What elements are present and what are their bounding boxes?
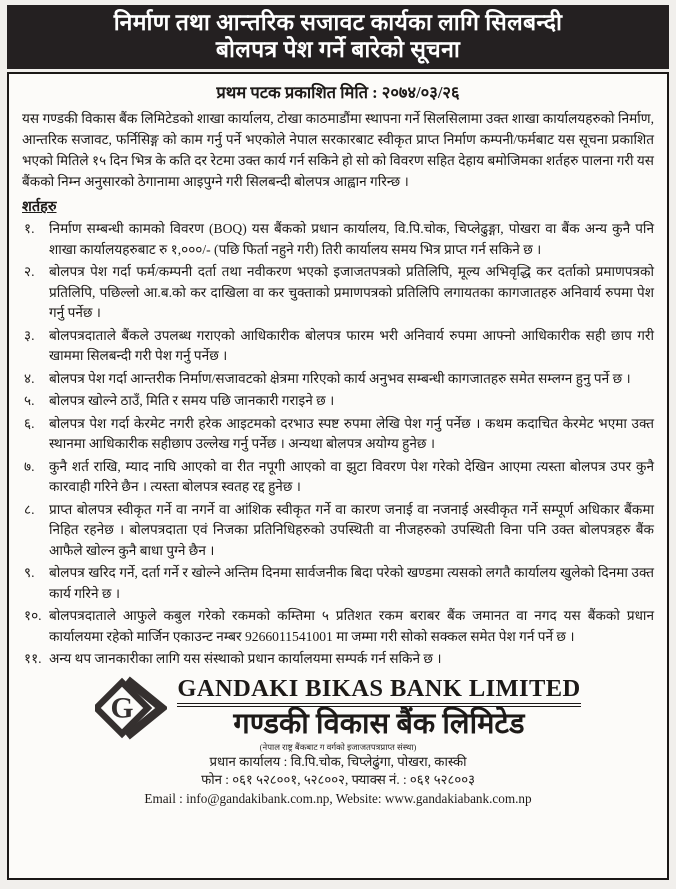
notice-title-band [7, 5, 669, 69]
terms-list [22, 219, 654, 670]
bank-logo-row [22, 675, 654, 741]
term-text: बोलपत्रदाताले बैंकले उपलब्ध गराएको आधिकारीक बोलपत्र फारम भरी अनिवार्य रुपमा आफ्नो आधिकारीक सही छाप गरी खाममा सिलबन्दी गरी पेश गर्नु पर्नेछ । [49, 327, 654, 363]
term-item [22, 457, 654, 498]
bank-name-column [177, 676, 580, 740]
term-text: बोलपत्र पेश गर्दा आन्तरीक निर्माण/सजावटको क्षेत्रमा गरिएको कार्य अनुभव सम्बन्धी कागजातहरु समेत सम्लग्न हुनु पर्ने छ । [49, 370, 631, 386]
term-number: ९. [24, 565, 35, 580]
term-number: १. [24, 221, 35, 236]
notice-title-line1: निर्माण तथा आन्तरिक सजावट कार्यका लागि सिलबन्दी [113, 10, 563, 35]
term-number: ३. [24, 327, 35, 343]
term-item [22, 262, 654, 324]
term-number: ६. [24, 415, 35, 431]
email-website-line: Email : info@gandakibank.com.np, Website: www.gandakiabank.com.np [144, 790, 532, 806]
term-text: बोलपत्र खोल्ने ठाउँ, मिति र समय पछि जानकारी गराइने छ । [49, 393, 335, 408]
term-text: निर्माण सम्बन्धी कामको विवरण (BOQ) यस बैंकको प्रधान कार्यालय, वि.पि.चोक, चिप्लेढुङ्गा, पोखरा वा बैंक अन्य कुनै पनि शाखा कार्यालयहरुबाट रु १,०००/- (पछि फिर्ता नहुने गरी) तिरी कार्यालय समय भित्र प्राप्त गर्न सकिने छ । [49, 221, 654, 257]
term-number: १०. [24, 608, 42, 623]
bank-footer [22, 675, 654, 808]
term-number: ७. [24, 458, 35, 474]
term-number: ८. [24, 501, 35, 517]
term-text: बोलपत्र खरिद गर्ने, दर्ता गर्ने र खोल्ने अन्तिम दिनमा सार्वजनीक बिदा परेको खण्डमा त्यसको लगतै कार्यालय खुलेको दिनमा उक्त कार्य गरिने छ । [49, 565, 654, 601]
gandaki-bank-logo-icon [95, 675, 167, 741]
term-text: बोलपत्र पेश गर्दा फर्म/कम्पनी दर्ता तथा नवीकरण भएको इजाजतपत्रको प्रतिलिपि, मूल्य अभिवृद्धि कर दर्ताको प्रमाणपत्रको प्रतिलिपि, पछिल्लो आ.ब.को कर दाखिला वा कर चुक्ताको प्रमाणपत्रको प्रतिलिपि लगायतका कागजातहरु अनिवार्य रुपमा पेश गर्नु पर्नेछ । [49, 264, 654, 320]
bank-name-nepali: गण्डकी विकास बैंक लिमिटेड [233, 707, 525, 740]
term-text: बोलपत्रदाताले आफुले कबुल गरेको रकमको कम्तिमा ५ प्रतिशत रकम बराबर बैंक जमानत वा नगद यस बैंकको प्रधान कार्यालयमा रहेको मार्जिन एकाउन्ट नम्बर 9266011541001 मा जम्मा गरी सोको सक्कल समेत पेश गर्न पर्ने छ । [49, 608, 654, 644]
intro-paragraph: यस गण्डकी विकास बैंक लिमिटेडको शाखा कार्यालय, टोखा काठमाडौंमा स्थापना गर्ने सिलसिलामा उक्त शाखा कार्यालयहरुको निर्माण, आन्तरिक सजावट, फर्निसिङ्ग को काम गर्नु पर्ने भएकोले नेपाल सरकारबाट स्वीकृत प्राप्त निर्माण कम्पनी/फर्मबाट यस सूचना प्रकाशित भएको मितिले १५ दिन भित्र के कति दर रेटमा उक्त कार्य गर्न सकिने हो सो को विवरण सहित देहाय बमोजिमका शर्तहरु पालना गरी यस बैंकको निम्न अनुसारको ठेगानामा आइपुग्ने गरी सिलबन्दी बोलपत्र आह्वान गरिन्छ । [22, 111, 654, 189]
term-text: कुनै शर्त राखि, म्याद नाघि आएको वा रीत नपूगी आएको वा झुटा विवरण पेश गरेको देखिन आएमा त्यस्ता बोलपत्र उपर कुनै कारवाही गरिने छैन । त्यस्ता बोलपत्र स्वतह रद्द हुनेछ । [49, 458, 654, 494]
term-number: ११. [24, 651, 42, 666]
bank-name-english: GANDAKI BIKAS BANK LIMITED [177, 676, 580, 707]
phone-fax-line: फोन : ०६१ ५२८००१, ५२८००२, फ्याक्स नं. : ०६१ ५२८००३ [201, 772, 475, 787]
term-number: ४. [24, 370, 35, 386]
term-item [22, 219, 654, 260]
term-item [22, 500, 654, 562]
term-item [22, 326, 654, 367]
term-item [22, 649, 654, 670]
term-item [22, 369, 654, 390]
term-item [22, 414, 654, 455]
term-item [22, 563, 654, 604]
notice-document [0, 5, 676, 889]
term-item [22, 391, 654, 412]
notice-body-box [7, 72, 669, 880]
license-note: (नेपाल राष्ट्र बैंकबाट ग वर्गको इजाजतपत्रप्राप्त संस्था) [259, 741, 417, 752]
term-number: ५. [24, 393, 35, 408]
terms-heading: शर्तहरु [22, 199, 57, 215]
term-text: बोलपत्र पेश गर्दा केरमेट नगरी हरेक आइटमको दरभाउ स्पष्ट रुपमा लेखि पेश गर्नु पर्नेछ । कथम कदाचित केरमेट भएमा उक्त स्थानमा आधिकारीक सहीछाप उल्लेख गर्नु पर्नेछ । अन्यथा बोलपत्र अयोग्य हुनेछ । [49, 415, 654, 451]
head-office-line: प्रधान कार्यालय : वि.पि.चोक, चिप्लेढुंगा, पोखरा, कास्की [209, 753, 467, 769]
svg-text:G: G [110, 692, 134, 725]
term-item [22, 606, 654, 647]
term-text: अन्य थप जानकारीका लागि यस संस्थाको प्रधान कार्यालयमा सम्पर्क गर्न सकिने छ । [49, 651, 442, 666]
term-number: २. [24, 264, 35, 279]
published-date-line: प्रथम पटक प्रकाशित मिति : २०७४/०३/२६ [216, 83, 460, 102]
notice-title-line2: बोलपत्र पेश गर्ने बारेको सूचना [215, 37, 461, 62]
term-text: प्राप्त बोलपत्र स्वीकृत गर्ने वा नगर्ने वा आंशिक स्वीकृत गर्ने वा कारण जनाई वा नजनाई अस्वीकृत गर्ने सम्पूर्ण अधिकार बैंकमा निहित रहनेछ । बोलपत्रदाता एवं निजका प्रतिनिधिहरुको उपस्थिती वा नीजहरुको उपस्थिती विना पनि उक्त बोलपत्रहरु बैंक आफैले खोल्न कुनै बाधा पुग्ने छैन । [49, 501, 654, 558]
